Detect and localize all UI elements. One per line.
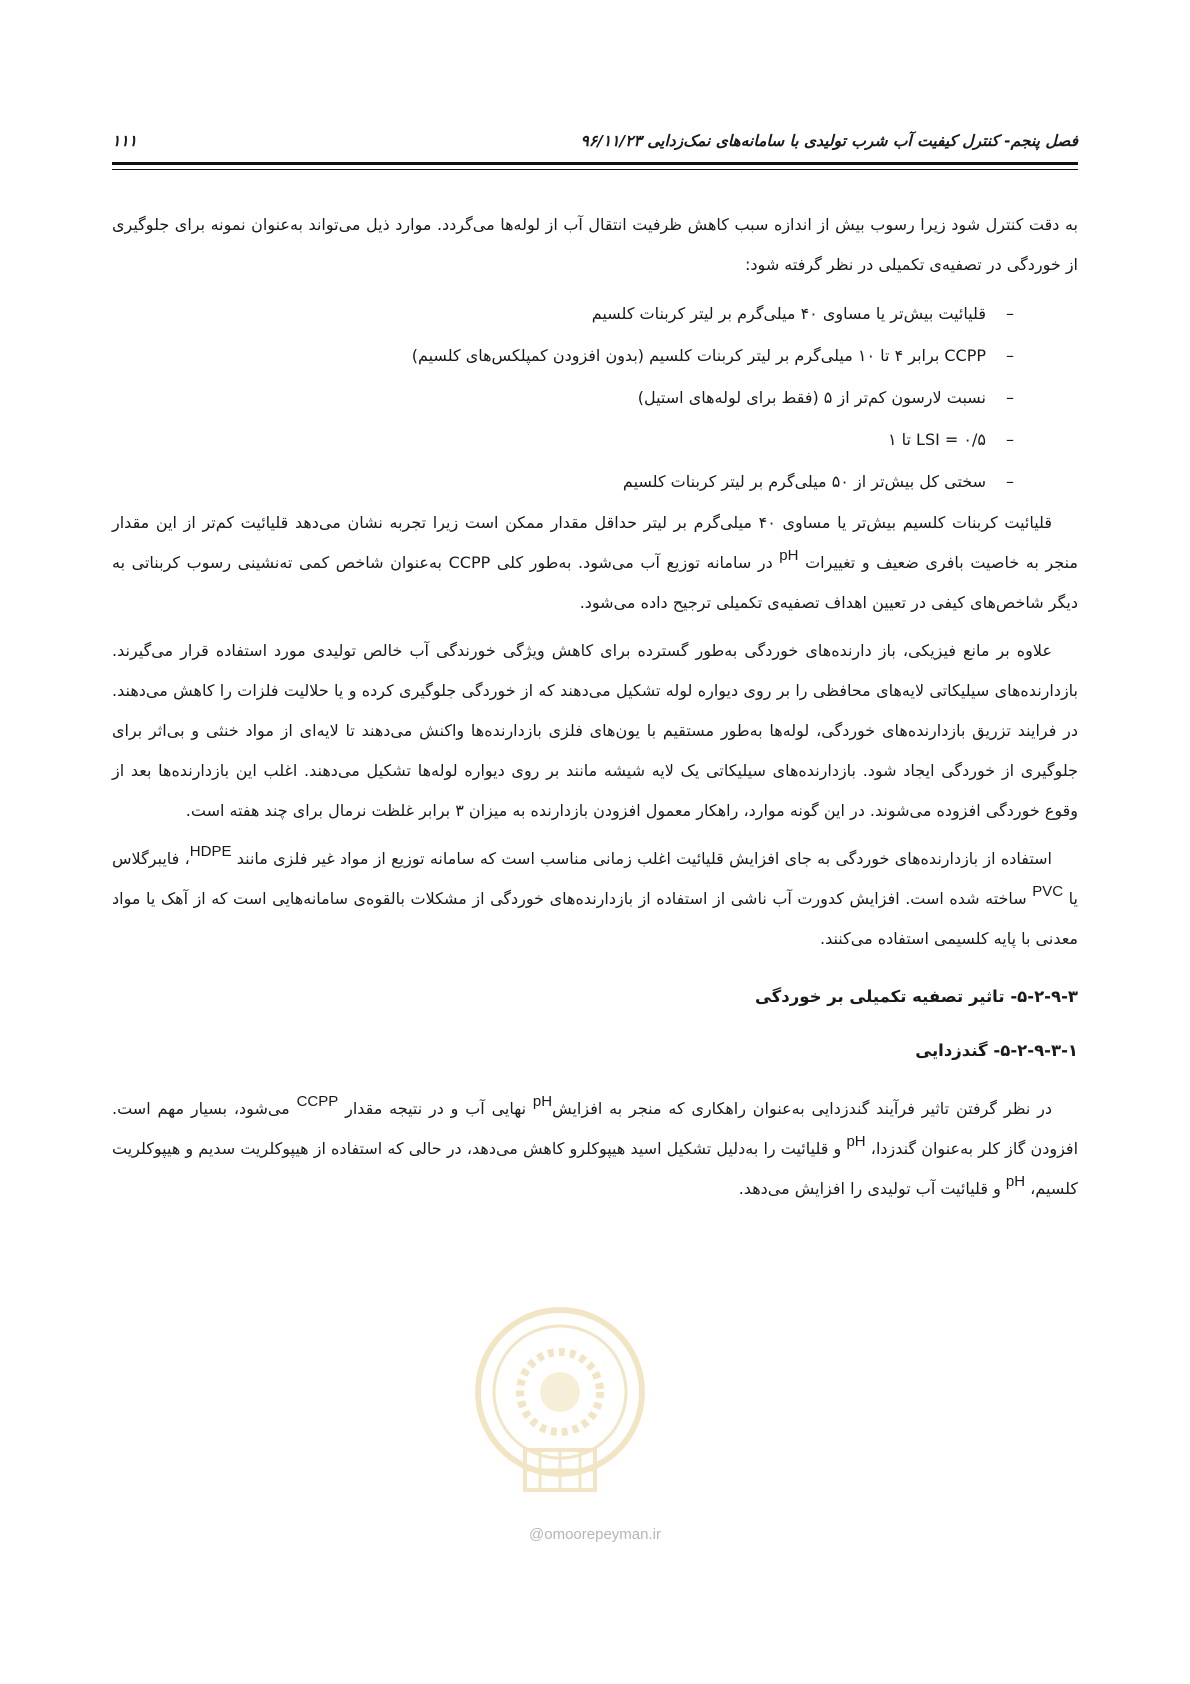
ph-term: pH: [1005, 1173, 1026, 1190]
text-run: ، فایبرگلاس یا: [112, 849, 1078, 908]
paragraph: [112, 839, 1078, 959]
list-item-text: CCPP برابر ۴ تا ۱۰ میلی‌گرم بر لیتر کربنات کلسیم (بدون افزودن کمپلکس‌های کلسیم): [411, 346, 986, 365]
running-header: [112, 128, 1078, 158]
text-run: استفاده از بازدارنده‌های خوردگی به جای افزایش قلیائیت اغلب زمانی مناسب است که سامانه توزیع از مواد غیر فلزی مانند: [236, 849, 1053, 868]
paragraph: [112, 503, 1078, 623]
text-run: و قلیائیت را به‌دلیل تشکیل اسید هیپوکلرو کاهش می‌دهد، در حالی که استفاده از هیپوکلریت سدیم و هیپوکلریت کلسیم،: [112, 1139, 1078, 1198]
document-body: [112, 205, 1078, 1217]
dash-bullet: –: [1006, 430, 1014, 449]
list-item: [112, 461, 1014, 503]
watermark-seal-icon: [465, 1300, 655, 1515]
dash-bullet: –: [1006, 304, 1014, 323]
list-item: [112, 335, 1014, 377]
text-run: در نظر گرفتن تاثیر فرآیند گندزدایی به‌عنوان راهکاری که منجر به افزایش: [552, 1099, 1052, 1118]
ph-term: pH: [846, 1133, 866, 1150]
list-item-text: نسبت لارسون کم‌تر از ۵ (فقط برای لوله‌های استیل): [637, 388, 986, 407]
header-rule-thin: [112, 169, 1078, 170]
list-item-text: قلیائیت بیش‌تر یا مساوی ۴۰ میلی‌گرم بر لیتر کربنات کلسیم: [591, 304, 986, 323]
text-run: قلیائیت کربنات کلسیم بیش‌تر یا مساوی ۴۰ میلی‌گرم بر لیتر حداقل مقدار ممکن است زیرا تجربه نشان می‌دهد قلیائیت کم‌تر از این مقدار منجر به خاصیت بافری ضعیف و تغییرات: [112, 513, 1079, 572]
bullet-list: [112, 293, 1078, 503]
chapter-title: فصل پنجم- کنترل کیفیت آب شرب تولیدی با سامانه‌های نمک‌زدایی ۹۶/۱۱/۲۳: [580, 132, 1078, 150]
list-item: [112, 377, 1014, 419]
watermark-url: @omoorepeyman.ir: [529, 1526, 661, 1543]
text-run: و قلیائیت آب تولیدی را افزایش می‌دهد.: [738, 1179, 1001, 1198]
paragraph: به دقت کنترل شود زیرا رسوب بیش از اندازه سبب کاهش ظرفیت انتقال آب از لوله‌ها می‌گردد. موارد ذیل می‌تواند به‌عنوان نمونه برای جلوگیری از خوردگی در تصفیه‌ی تکمیلی در نظر گرفته شود:: [112, 215, 1078, 274]
text-run: ساخته شده است. افزایش کدورت آب ناشی از استفاده از بازدارنده‌های خوردگی از مشکلات بالقوه‌ی سامانه‌هایی است که از آهک یا مواد معدنی با پایه کلسیمی استفاده می‌کنند.: [112, 889, 1078, 948]
list-item-text: LSI = ۰/۵ تا ۱: [887, 430, 986, 449]
hdpe-term: HDPE: [189, 843, 232, 860]
dash-bullet: –: [1006, 346, 1014, 365]
ph-term: pH: [779, 547, 799, 564]
ccpp-term: CCPP: [296, 1093, 339, 1110]
pvc-term: PVC: [1032, 883, 1064, 900]
ph-term: pH: [532, 1093, 553, 1110]
dash-bullet: –: [1006, 388, 1014, 407]
dash-bullet: –: [1006, 472, 1014, 491]
paragraph: [112, 1089, 1078, 1209]
text-run: نهایی آب و در نتیجه مقدار: [345, 1099, 527, 1118]
list-item: [112, 293, 1014, 335]
list-item: [112, 419, 1014, 461]
page-number: ۱۱۱: [112, 132, 137, 150]
list-item-text: سختی کل بیش‌تر از ۵۰ میلی‌گرم بر لیتر کربنات کلسیم: [622, 472, 986, 491]
text-run: در سامانه توزیع آب می‌شود. به‌طور کلی CCPP به‌عنوان شاخص کمی ته‌نشینی رسوب کربناتی به دیگر شاخص‌های کیفی در تعیین اهداف تصفیه‌ی تکمیلی ترجیح داده می‌شود.: [112, 553, 1078, 612]
subsection-heading: ۵-۲-۹-۳-۱- گندزدایی: [915, 1041, 1078, 1060]
header-rule-thick: [112, 162, 1078, 165]
paragraph: علاوه بر مانع فیزیکی، باز دارنده‌های خوردگی به‌طور گسترده برای کاهش ویژگی خورندگی آب خالص تولیدی مورد استفاده قرار می‌گیرند. بازدارنده‌های سیلیکاتی لایه‌های محافظی را بر روی دیواره لوله تشکیل می‌دهند که از خوردگی جلوگیری کرده و یا حلالیت فلزات را کاهش می‌دهند. در فرایند تزریق بازدارنده‌های خوردگی، لوله‌ها به‌طور مستقیم با یون‌های فلزی بازدارنده‌ها واکنش می‌دهند تا لایه‌ای از مواد خنثی و بی‌اثر برای جلوگیری از خوردگی ایجاد شود. بازدارنده‌های سیلیکاتی یک لایه شیشه مانند بر روی دیواره لوله‌ها تشکیل می‌دهند. اغلب این بازدارنده‌ها بعد از وقوع خوردگی افزوده می‌شوند. در این گونه موارد، راهکار معمول افزودن بازدارنده به میزان ۳ برابر غلظت نرمال برای چند هفته است.: [112, 641, 1078, 820]
section-heading: ۵-۲-۹-۳- تاثیر تصفیه تکمیلی بر خوردگی: [754, 987, 1078, 1006]
text-run: می‌شود، بسیار مهم است. افزودن گاز کلر به‌عنوان گندزدا،: [112, 1099, 1079, 1158]
